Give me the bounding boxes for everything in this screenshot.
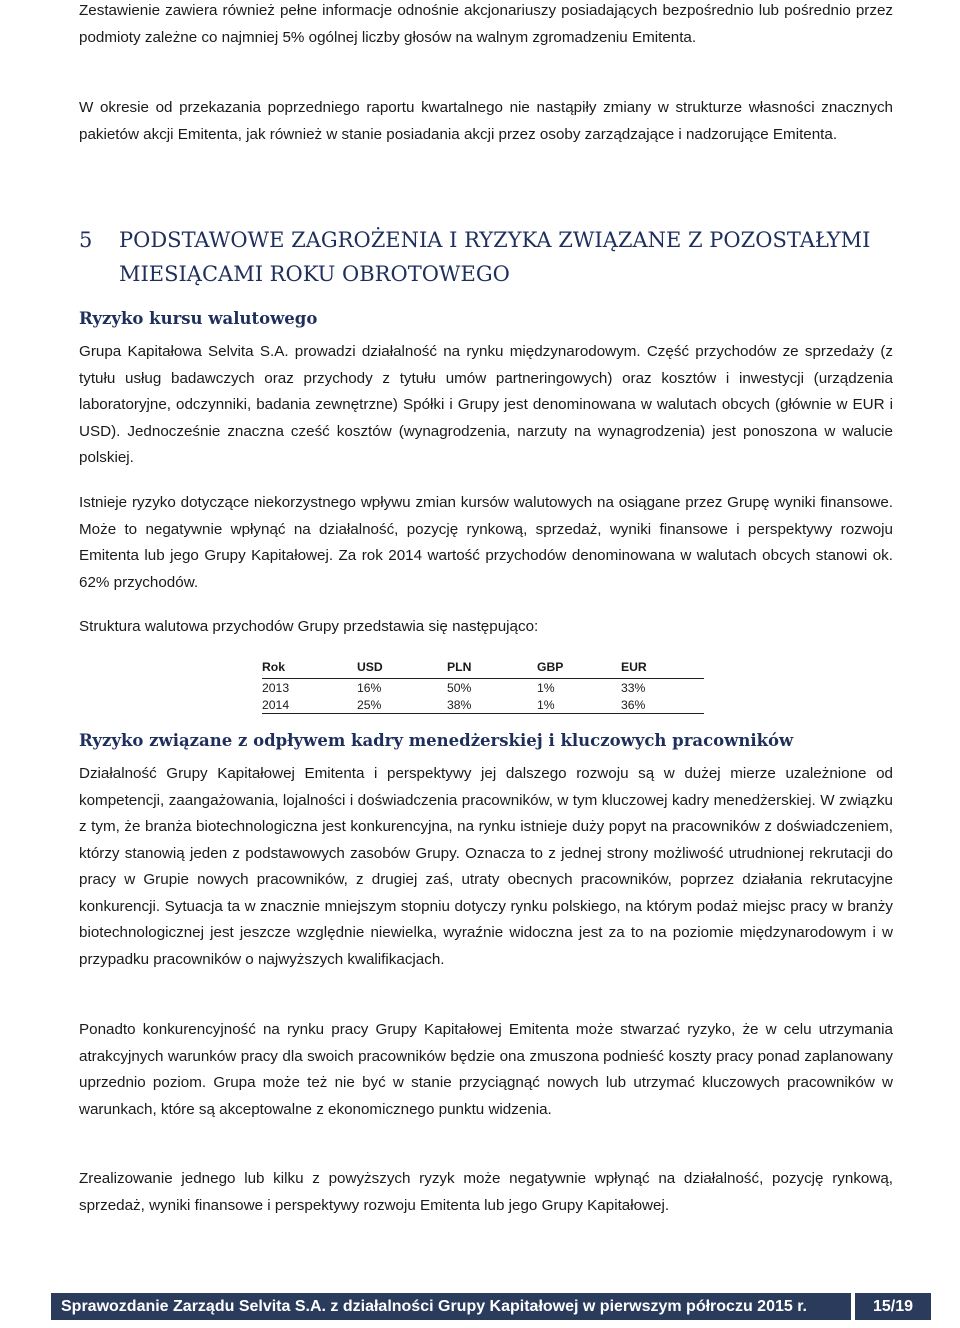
currency-structure-table	[262, 658, 704, 714]
table-header-cell: PLN	[447, 658, 537, 679]
table-row	[262, 679, 704, 697]
table-cell: 50%	[447, 680, 472, 695]
page-number: 15/19	[855, 1293, 931, 1320]
section-title: PODSTAWOWE ZAGROŻENIA I RYZYKA ZWIĄZANE Z POZOSTAŁYMI MIESIĄCAMI ROKU OBROTOWEGO	[119, 228, 871, 286]
table-header-cell: GBP	[537, 658, 621, 679]
table-cell: 1%	[537, 696, 621, 714]
table-cell: 38%	[447, 696, 537, 714]
table-header-cell: Rok	[262, 658, 357, 679]
footer-title: Sprawozdanie Zarządu Selvita S.A. z działalności Grupy Kapitałowej w pierwszym półroczu 2015 r.	[51, 1293, 851, 1320]
table-cell: 2014	[262, 696, 357, 714]
fx-risk-heading: Ryzyko kursu walutowego	[79, 309, 318, 328]
table-header-cell: EUR	[621, 658, 704, 679]
hr-risk-paragraph-1: Działalność Grupy Kapitałowej Emitenta i perspektywy jej dalszego rozwoju są w dużej mierze uzależnione od kompetencji, zaangażowania, lojalności i doświadczenia pracowników, w tym kluczowej kadry menedżerskiej. W związku z tym, że branża biotechnologiczna jest konkurencyjna, na rynku istnieje duży popyt na pracowników z doświadczeniem, którzy stanowią jeden z podstawowych zasobów Grupy. Oznacza to z jednej strony możliwość utrudnionej rekrutacji do pracy w Grupie nowych pracowników, z drugiej zaś, utraty obecnych pracowników, poprzez działania rekrutacyjne konkurencji. Sytuacja ta w znacznie mniejszym stopniu dotyczy rynku polskiego, na którym podaż miejsc pracy w branży biotechnologicznej jest jeszcze względnie niewielka, wyraźnie widoczna jest za to na poziomie międzynarodowym i w przypadku pracowników o najwyższych kwalifikacjach.	[79, 765, 893, 968]
section-heading	[79, 223, 893, 291]
table-cell: 2013	[262, 680, 290, 695]
hr-risk-paragraph-3: Zrealizowanie jednego lub kilku z powyższych ryzyk może negatywnie wpłynąć na działalność, pozycję rynkową, sprzedaż, wyniki finansowe i perspektywy rozwoju Emitenta lub jego Grupy Kapitałowej.	[79, 1170, 893, 1214]
table-cell: 33%	[621, 680, 646, 695]
fx-risk-paragraph-3: Struktura walutowa przychodów Grupy przedstawia się następująco:	[79, 618, 539, 635]
fx-risk-paragraph-2: Istnieje ryzyko dotyczące niekorzystnego wpływu zmian kursów walutowych na osiągane przez Grupę wyniki finansowe. Może to negatywnie wpłynąć na działalność, pozycję rynkową, sprzedaż, wyniki finansowe i perspektywy rozwoju Emitenta lub jego Grupy Kapitałowej. Za rok 2014 wartość przychodów denominowana w walutach obcych stanowi ok. 62% przychodów.	[79, 494, 893, 591]
table-header-cell: USD	[357, 658, 447, 679]
hr-risk-paragraph-2: Ponadto konkurencyjność na rynku pracy Grupy Kapitałowej Emitenta może stwarzać ryzyko, że w celu utrzymania atrakcyjnych warunków pracy dla swoich pracowników będzie ona zmuszona podnieść koszty pracy ponad zaplanowany uprzednio poziom. Grupa może też nie być w stanie przyciągnąć nowych lub utrzymać kluczowych pracowników w warunkach, które są akceptowalne z ekonomicznego punktu widzenia.	[79, 1021, 893, 1118]
table-cell: 1%	[537, 680, 555, 695]
table-cell: 25%	[357, 696, 447, 714]
hr-risk-heading: Ryzyko związane z odpływem kadry menedżerskiej i kluczowych pracowników	[79, 731, 794, 750]
page-footer	[51, 1293, 931, 1320]
table-cell: 36%	[621, 696, 704, 714]
no-change-paragraph: W okresie od przekazania poprzedniego raportu kwartalnego nie nastąpiły zmiany w strukturze własności znacznych pakietów akcji Emitenta, jak również w stanie posiadania akcji przez osoby zarządzające i nadzorujące Emitenta.	[79, 99, 893, 143]
intro-paragraph: Zestawienie zawiera również pełne informacje odnośnie akcjonariuszy posiadających bezpośrednio lub pośrednio przez podmioty zależne co najmniej 5% ogólnej liczby głosów na walnym zgromadzeniu Emitenta.	[79, 2, 893, 46]
section-number: 5	[79, 228, 93, 252]
table-row	[262, 696, 704, 714]
fx-risk-paragraph-1: Grupa Kapitałowa Selvita S.A. prowadzi działalność na rynku międzynarodowym. Część przychodów ze sprzedaży (z tytułu usług badawczych oraz przychody z tytułu umów partneringowych) oraz kosztów i inwestycji (urządzenia laboratoryjne, odczynniki, badania zewnętrzne) Spółki i Grupy jest denominowana w walutach obcych (głównie w EUR i USD). Jednocześnie znaczna cześć kosztów (wynagrodzenia, narzuty na wynagrodzenia) jest ponoszona w walucie polskiej.	[79, 343, 893, 466]
table-header-row	[262, 658, 704, 679]
table-cell: 16%	[357, 680, 382, 695]
